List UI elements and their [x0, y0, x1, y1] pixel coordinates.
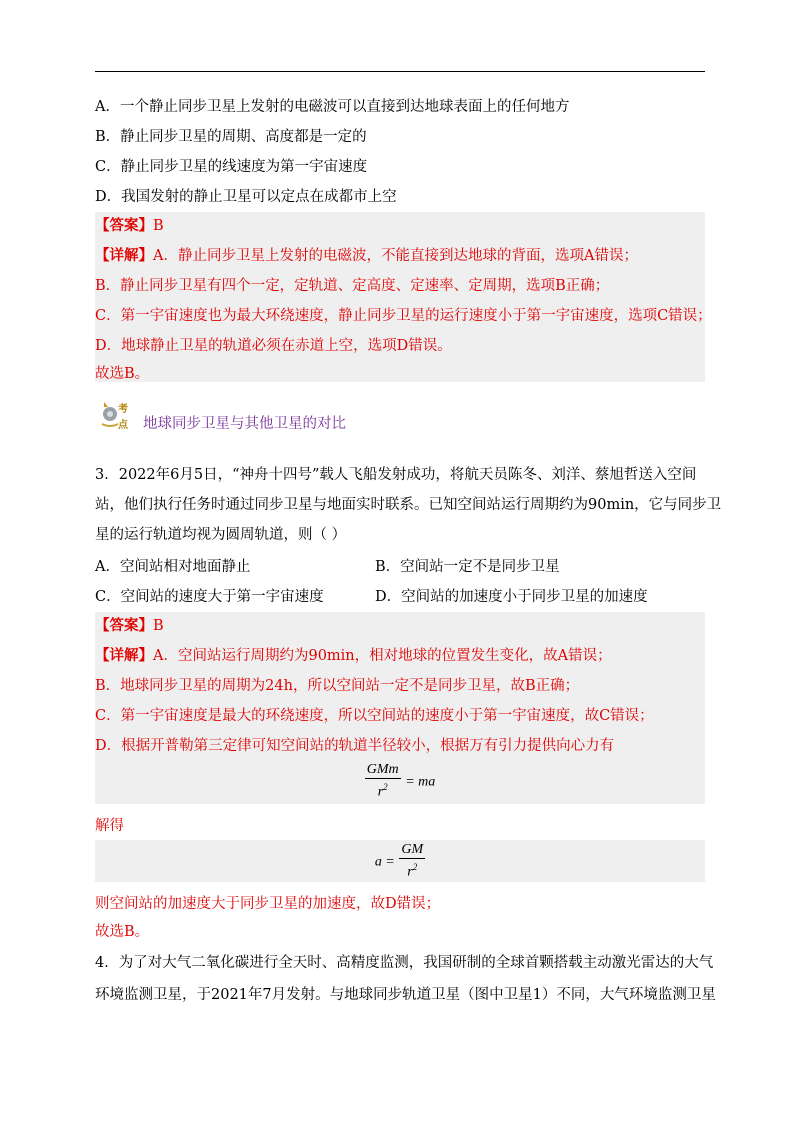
option-a: A．一个静止同步卫星上发射的电磁波可以直接到达地球表面上的任何地方 [95, 99, 570, 115]
answer-value: B [153, 618, 164, 634]
detail-label: 【详解】 [95, 647, 153, 664]
detail-line [95, 246, 638, 266]
topic-title: 地球同步卫星与其他卫星的对比 [143, 416, 346, 432]
header-rule [95, 71, 705, 72]
badge-top: 考 [118, 404, 128, 415]
q4-stem-line: 4．为了对大气二氧化碳进行全天时、高精度监测，我国研制的全球首颗搭载主动激光雷达的大气 [95, 955, 714, 971]
detail-line [95, 646, 612, 666]
formula-acceleration: a = $\frac{GM}{r^2}$ [374, 842, 424, 880]
q3-stem-line: 站，他们执行任务时通过同步卫星与地面实时联系。已知空间站运行周期约为90min，它与同步卫 [95, 497, 722, 513]
detail-line: B．静止同步卫星有四个一定，定轨道、定高度、定速率、定周期，选项B正确； [95, 278, 610, 294]
answer-line [95, 216, 164, 236]
detail-label: 【详解】 [95, 247, 153, 264]
fraction: $\frac{\text{GMm}}{r^2}$ [366, 762, 399, 800]
q3-stem-line: 星的运行轨道均视为圆周轨道，则（ ） [95, 527, 347, 543]
detail-line: D．地球静止卫星的轨道必须在赤道上空，选项D错误。 [95, 338, 452, 354]
topic-badge-icon [98, 398, 140, 436]
q3-option-b: B．空间站一定不是同步卫星 [375, 559, 560, 575]
detail-line: C．第一宇宙速度是最大的环绕速度，所以空间站的速度小于第一宇宙速度，故C错误； [95, 708, 654, 724]
answer-label: 【答案】 [95, 617, 153, 634]
q3-option-d: D．空间站的加速度小于同步卫星的加速度 [375, 589, 648, 605]
detail-text: A．空间站运行周期约为90min，相对地球的位置发生变化，故A错误； [153, 648, 612, 664]
q3-stem-line: 3．2022年6月5日，“神舟十四号”载人飞船发射成功，将航天员陈冬、刘洋、蔡旭哲送入空间 [95, 467, 697, 483]
after-text: 则空间站的加速度大于同步卫星的加速度，故D错误； [95, 896, 441, 912]
option-d: D．我国发射的静止卫星可以定点在成都市上空 [95, 189, 397, 205]
q3-option-c: C．空间站的速度大于第一宇宙速度 [95, 589, 324, 605]
badge-bottom: 点 [118, 420, 128, 431]
answer-block [95, 212, 705, 382]
detail-text: A．静止同步卫星上发射的电磁波，不能直接到达地球的背面，选项A错误； [153, 248, 638, 264]
option-b: B．静止同步卫星的周期、高度都是一定的 [95, 129, 367, 145]
detail-line: B．地球同步卫星的周期为24h，所以空间站一定不是同步卫星，故B正确； [95, 678, 580, 694]
conclusion: 故选B。 [95, 366, 150, 382]
q3-option-a: A．空间站相对地面静止 [95, 559, 251, 575]
answer-label: 【答案】 [95, 217, 153, 234]
solve-label: 解得 [95, 818, 124, 834]
detail-line: D．根据开普勒第三定律可知空间站的轨道半径较小，根据万有引力提供向心力有 [95, 738, 615, 754]
conclusion: 故选B。 [95, 924, 150, 940]
answer-value: B [153, 218, 164, 234]
fraction: $\frac{GM}{r^2}$ [401, 842, 424, 880]
answer-line [95, 616, 164, 636]
formula-gravity: $\frac{\text{GMm}}{r^2}$ = ma [366, 762, 436, 800]
detail-line: C．第一宇宙速度也为最大环绕速度，静止同步卫星的运行速度小于第一宇宙速度，选项C错误； [95, 308, 712, 324]
option-c: C．静止同步卫星的线速度为第一宇宙速度 [95, 159, 368, 175]
q4-stem-line: 环境监测卫星，于2021年7月发射。与地球同步轨道卫星（图中卫星1）不同，大气环境监测卫星 [95, 987, 716, 1003]
